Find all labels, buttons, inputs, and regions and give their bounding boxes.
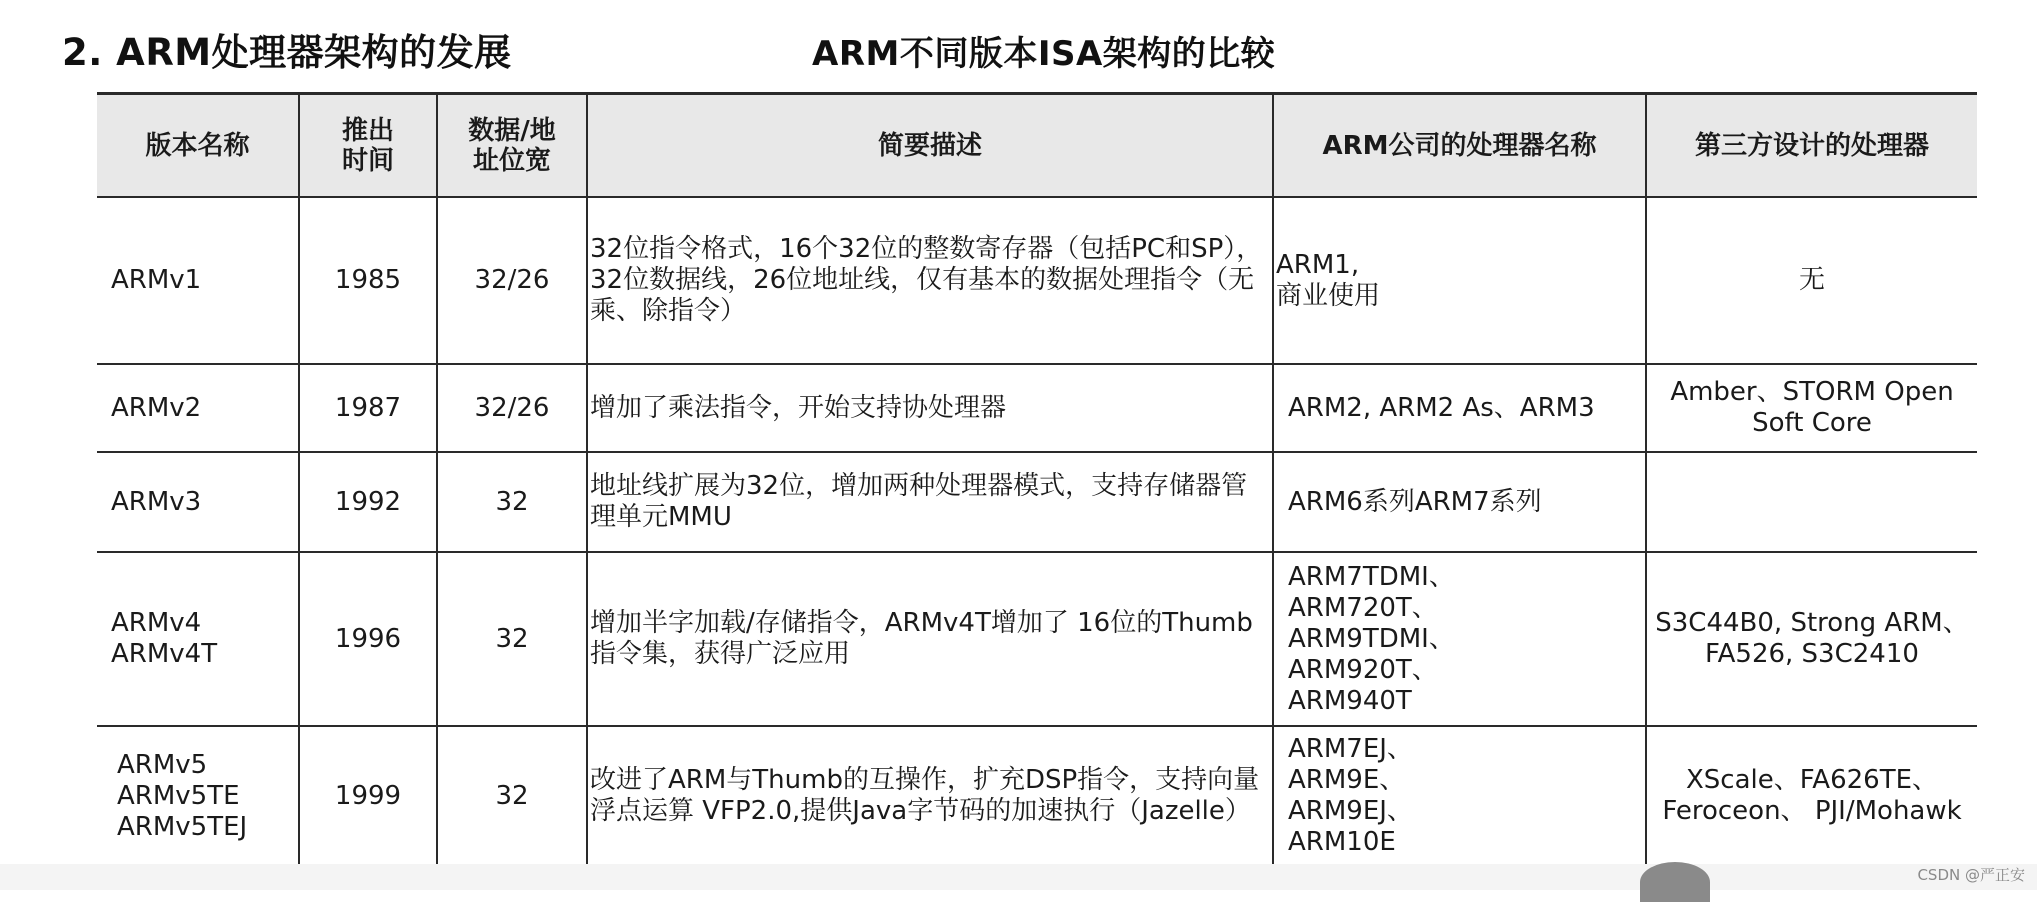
description: 增加半字加载/存储指令，ARMv4T增加了 16位的Thumb指令集，获得广泛应用 [587, 552, 1273, 726]
decorative-mascot-icon [1640, 862, 1710, 902]
release-year: 1996 [299, 552, 437, 726]
arm-processors-cell [1273, 364, 1646, 452]
csdn-watermark: CSDN @严正安 [1917, 866, 2025, 884]
arm-processor: ARM9E、 [1288, 765, 1406, 795]
arm-processor: ARM9EJ、 [1288, 796, 1413, 826]
header-width-line2: 址位宽 [472, 145, 551, 176]
third-party-processors [1646, 452, 1977, 552]
arm-processor: 商业使用 [1276, 280, 1381, 311]
bus-width: 32/26 [437, 364, 587, 452]
version-name-cell [97, 552, 299, 726]
arm-processor: ARM2, ARM2 As、ARM3 [1288, 392, 1595, 423]
header-data-address-width [437, 94, 587, 198]
header-release-time-line2: 时间 [341, 145, 394, 176]
header-arm-processors: ARM公司的处理器名称 [1273, 94, 1646, 198]
version-name: ARMv4T [111, 639, 218, 669]
arm-processors-cell [1273, 197, 1646, 364]
release-year: 1985 [299, 197, 437, 364]
arm-processor: ARM10E [1288, 827, 1396, 857]
arm-processor: ARM720T、 [1288, 592, 1438, 623]
arm-processor: ARM6系列ARM7系列 [1288, 486, 1542, 517]
bus-width: 32 [437, 552, 587, 726]
isa-comparison-table [97, 92, 1977, 868]
arm-processors-cell [1273, 452, 1646, 552]
bus-width: 32 [437, 452, 587, 552]
release-year: 1992 [299, 452, 437, 552]
arm-processor: ARM920T、 [1288, 654, 1438, 685]
version-name: ARMv5 [117, 749, 208, 780]
table-row [97, 552, 1977, 726]
table-row [97, 197, 1977, 364]
version-name-cell [97, 197, 299, 364]
version-name-cell [97, 452, 299, 552]
header-release-time [299, 94, 437, 198]
arm-processor: ARM7EJ、 [1288, 734, 1413, 764]
table-row [97, 726, 1977, 867]
third-party-processors: Amber、STORM Open Soft Core [1646, 364, 1977, 452]
version-name: ARMv5TE [117, 780, 240, 811]
arm-processor: ARM7TDMI、 [1288, 561, 1455, 592]
bus-width: 32 [437, 726, 587, 867]
footer-strip [0, 864, 2037, 890]
third-party-processors: XScale、FA626TE、Feroceon、 PJI/Mohawk [1646, 726, 1977, 867]
description: 增加了乘法指令，开始支持协处理器 [587, 364, 1273, 452]
version-name: ARMv4 [111, 608, 202, 638]
release-year: 1999 [299, 726, 437, 867]
header-version-name: 版本名称 [97, 94, 299, 198]
release-year: 1987 [299, 364, 437, 452]
arm-processor: ARM9TDMI、 [1288, 623, 1455, 654]
table-row [97, 452, 1977, 552]
header-third-party-processors: 第三方设计的处理器 [1646, 94, 1977, 198]
third-party-processors: S3C44B0, Strong ARM、FA526, S3C2410 [1646, 552, 1977, 726]
arm-processor: ARM940T [1288, 685, 1412, 716]
version-name-cell [97, 726, 299, 867]
description: 32位指令格式，16个32位的整数寄存器（包括PC和SP），32位数据线，26位地址线，仅有基本的数据处理指令（无乘、除指令） [587, 197, 1273, 364]
header-description: 简要描述 [587, 94, 1273, 198]
version-name: ARMv5TEJ [117, 811, 248, 842]
section-title: 2. ARM处理器架构的发展 [62, 31, 512, 74]
table-row [97, 364, 1977, 452]
bus-width: 32/26 [437, 197, 587, 364]
header-width-line1: 数据/地 [468, 115, 556, 146]
version-name: ARMv2 [111, 392, 202, 423]
version-name: ARMv1 [111, 265, 202, 295]
header-release-time-line1: 推出 [341, 115, 394, 146]
arm-processor: ARM1, [1276, 249, 1360, 280]
table-header-row [97, 94, 1977, 198]
description: 地址线扩展为32位，增加两种处理器模式，支持存储器管理单元MMU [587, 452, 1273, 552]
arm-processors-cell [1273, 726, 1646, 867]
version-name-cell [97, 364, 299, 452]
third-party-processors: 无 [1646, 197, 1977, 364]
arm-processors-cell [1273, 552, 1646, 726]
table-title: ARM不同版本ISA架构的比较 [812, 34, 1276, 74]
version-name: ARMv3 [111, 486, 202, 517]
description: 改进了ARM与Thumb的互操作，扩充DSP指令，支持向量浮点运算 VFP2.0,提供Java字节码的加速执行（Jazelle） [587, 726, 1273, 867]
